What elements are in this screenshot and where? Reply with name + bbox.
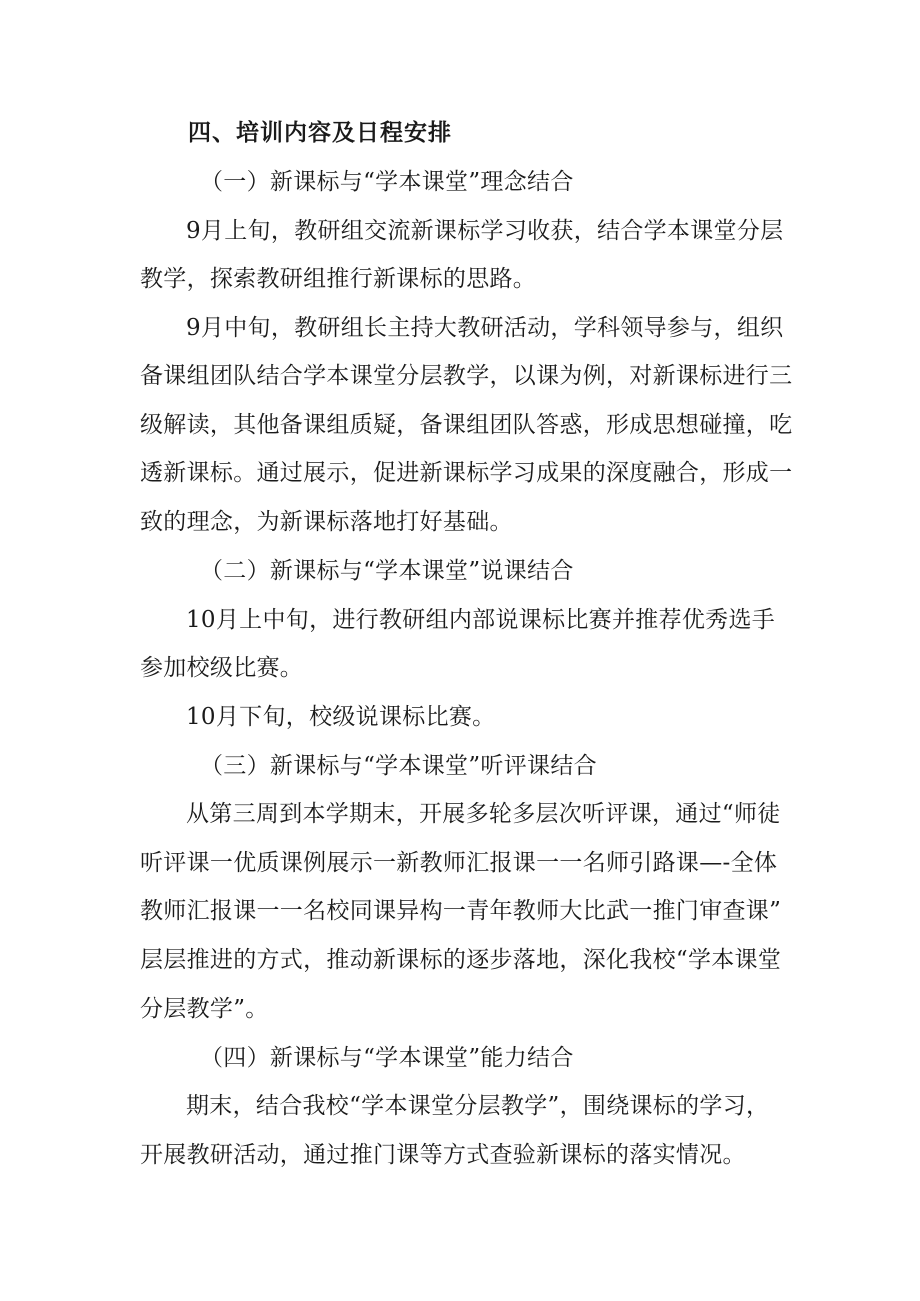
paragraph-line: 听评课一优质课例展示一新教师汇报课一一名师引路课—-全体 — [140, 850, 778, 876]
paragraph-line: 教师汇报课一一名校同课异构一青年教师大比武一推门审查课” — [140, 898, 782, 924]
paragraph-line: 教学，探索教研组推行新课标的思路。 — [140, 266, 537, 292]
paragraph-line: 层层推进的方式，推动新课标的逐步落地，深化我校“学本课堂 — [140, 947, 782, 973]
paragraph-line: 致的理念，为新课标落地打好基础。 — [140, 509, 513, 535]
paragraph-line: 从第三周到本学期末，开展多轮多层次听评课，通过“师徒 — [186, 801, 781, 827]
paragraph-line: 9月中旬，教研组长主持大教研活动，学科领导参与，组织 — [186, 315, 784, 341]
paragraph-line: 9月上旬，教研组交流新课标学习收获，结合学本课堂分层 — [186, 218, 784, 244]
subsection-title-3: （三）新课标与“学本课堂”听评课结合 — [200, 753, 597, 779]
paragraph-line: 参加校级比赛。 — [140, 655, 304, 681]
paragraph-line: 透新课标。通过展示，促进新课标学习成果的深度融合，形成一 — [140, 460, 793, 486]
paragraph-line: 期末，结合我校“学本课堂分层教学”，围绕课标的学习， — [186, 1093, 770, 1119]
paragraph-line: 分层教学”。 — [140, 996, 269, 1022]
subsection-title-1: （一）新课标与“学本课堂”理念结合 — [200, 169, 574, 195]
paragraph-line: 10月下旬，校级说课标比赛。 — [186, 704, 496, 730]
subsection-title-4: （四）新课标与“学本课堂”能力结合 — [200, 1045, 574, 1071]
section-heading: 四、培训内容及日程安排 — [188, 120, 452, 146]
paragraph-line: 备课组团队结合学本课堂分层教学，以课为例，对新课标进行三 — [140, 363, 793, 389]
subsection-title-2: （二）新课标与“学本课堂”说课结合 — [200, 558, 574, 584]
paragraph-line: 级解读，其他备课组质疑，备课组团队答惑，形成思想碰撞，吃 — [140, 412, 793, 438]
paragraph-line: 10月上中旬，进行教研组内部说课标比赛并推荐优秀选手 — [186, 607, 776, 633]
paragraph-line: 开展教研活动，通过推门课等方式查验新课标的落实情况。 — [140, 1142, 746, 1168]
